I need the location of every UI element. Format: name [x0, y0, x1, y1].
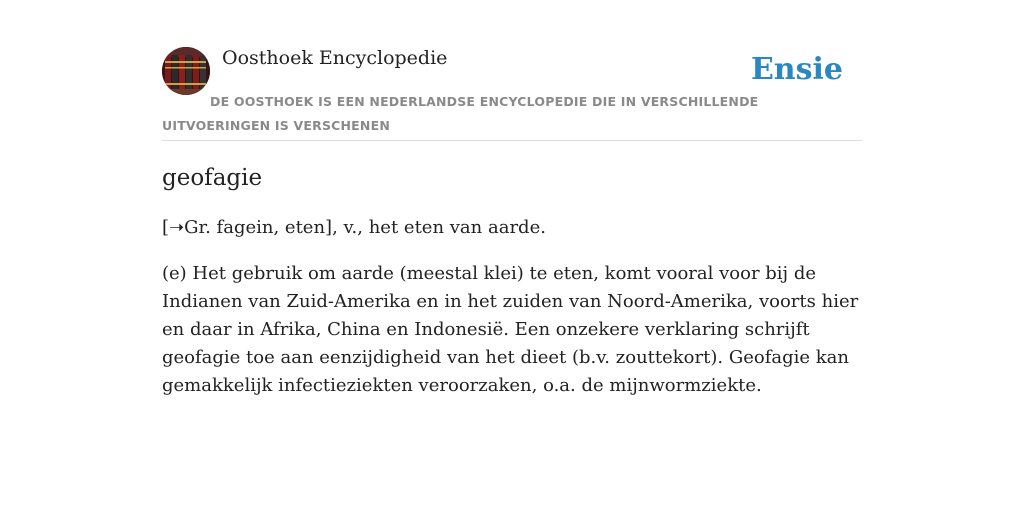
article-term: geofagie [162, 165, 263, 191]
ensie-logo-link[interactable]: Ensie [750, 52, 843, 87]
article-body: (e) Het gebruik om aarde (meestal klei) te eten, komt vooral voor bij de Indianen van Zuid-Amerika en in het zuiden van Noord-Amerika, voorts hier en daar in Afrika, China en Indonesië. Een onzekere verklaring schrijft geofagie toe aan eenzijdigheid van het dieet (b.v. zouttekort). Geofagie kan gemakkelijk infectieziekten veroorzaken, o.a. de mijnwormziekte. [162, 263, 859, 396]
source-description [162, 90, 862, 138]
article [162, 160, 862, 400]
source-header [162, 46, 862, 141]
encyclopedia-books-icon[interactable] [162, 47, 210, 95]
source-title[interactable]: Oosthoek Encyclopedie [222, 47, 448, 69]
source-description-text: DE OOSTHOEK IS EEN NEDERLANDSE ENCYCLOPEDIE DIE IN VERSCHILLENDE UITVOERINGEN IS VERSCHENEN [162, 94, 759, 133]
article-etymology: [➝Gr. fagein, eten], v., het eten van aarde. [162, 217, 546, 238]
